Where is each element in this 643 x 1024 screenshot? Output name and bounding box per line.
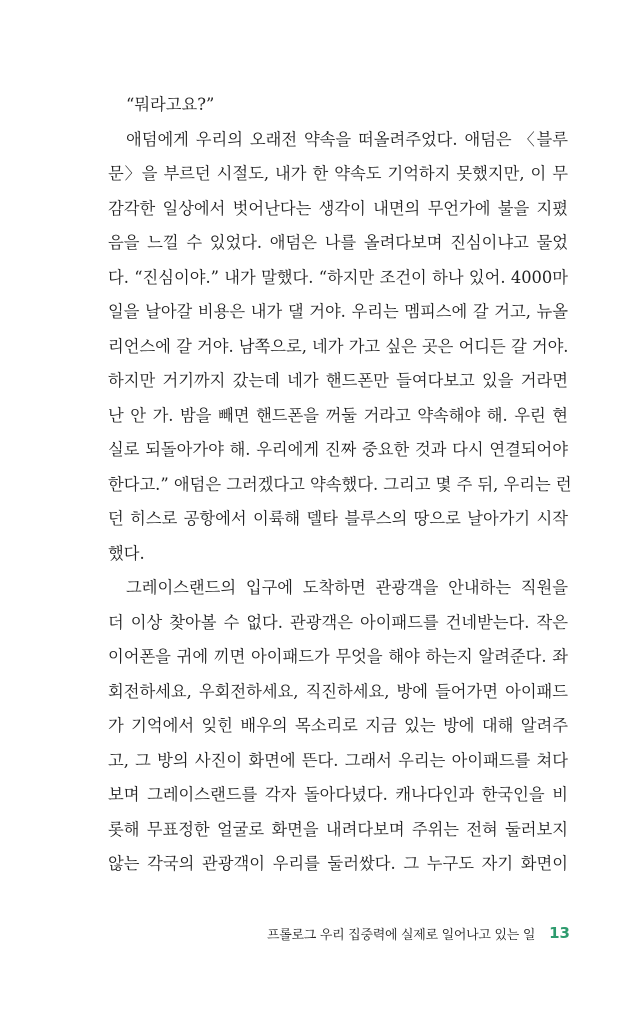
text-line: 한다고.” 애덤은 그러겠다고 약속했다. 그리고 몇 주 뒤, 우리는 런 [108,474,572,494]
text-line: 감각한 일상에서 벗어난다는 생각이 내면의 무언가에 불을 지폈 [108,198,568,218]
text-line: 실로 되돌아가야 해. 우리에게 진짜 중요한 것과 다시 연결되어야 [108,440,568,459]
text-line: 난 안 가. 밤을 빼면 핸드폰을 꺼둘 거라고 약속해야 해. 우린 현 [108,405,568,425]
text-line: 리언스에 갈 거야. 남쪽으로, 네가 가고 싶은 곳은 어디든 갈 거야. [108,336,569,356]
text-line: 그레이스랜드의 입구에 도착하면 관광객을 안내하는 직원을 [126,578,568,597]
text-line: 보며 그레이스랜드를 각자 돌아다녔다. 캐나다인과 한국인을 비 [108,785,568,804]
text-line: 일을 날아갈 비용은 내가 댈 거야. 우리는 멤피스에 갈 거고, 뉴올 [108,302,568,321]
running-title: 프롤로그 우리 집중력에 실제로 일어나고 있는 일 [266,927,536,943]
text-line: 롯해 무표정한 얼굴로 화면을 내려다보며 주위는 전혀 둘러보지 [108,819,568,839]
text-line: 않는 각국의 관광객이 우리를 둘러쌌다. 그 누구도 자기 화면이 [108,854,568,873]
text-line: 회전하세요, 우회전하세요, 직진하세요, 방에 들어가면 아이패드 [108,681,568,701]
text-line: 했다. [108,543,145,563]
text-line: 문〉을 부르던 시절도, 내가 한 약속도 기억하지 못했지만, 이 무 [108,164,568,183]
text-line: 가 기억에서 잊힌 배우의 목소리로 지금 있는 방에 대해 알려주 [108,716,568,735]
text-line: 이어폰을 귀에 끼면 아이패드가 무엇을 해야 하는지 알려준다. 좌 [108,647,568,666]
text-line: 던 히스로 공항에서 이륙해 델타 블루스의 땅으로 날아가기 시작 [108,509,568,528]
page-number: 13 [549,924,570,942]
text-line: 고, 그 방의 사진이 화면에 뜬다. 그래서 우리는 아이패드를 쳐다 [108,750,568,770]
page-footer [260,921,570,945]
text-line: 애덤에게 우리의 오래전 약속을 떠올려주었다. 애덤은 〈블루 [126,129,568,149]
text-line: 하지만 거기까지 갔는데 네가 핸드폰만 들여다보고 있을 거라면 [108,371,568,390]
body-text [108,88,572,882]
text-line: “뭐라고요?” [126,95,215,114]
text-line: 음을 느낄 수 있었다. 애덤은 나를 올려다보며 진심이냐고 물었 [108,233,568,252]
text-line: 다. “진심이야.” 내가 말했다. “하지만 조건이 하나 있어. 4000마 [108,267,568,287]
text-line: 더 이상 찾아볼 수 없다. 관광객은 아이패드를 건네받는다. 작은 [108,612,568,632]
